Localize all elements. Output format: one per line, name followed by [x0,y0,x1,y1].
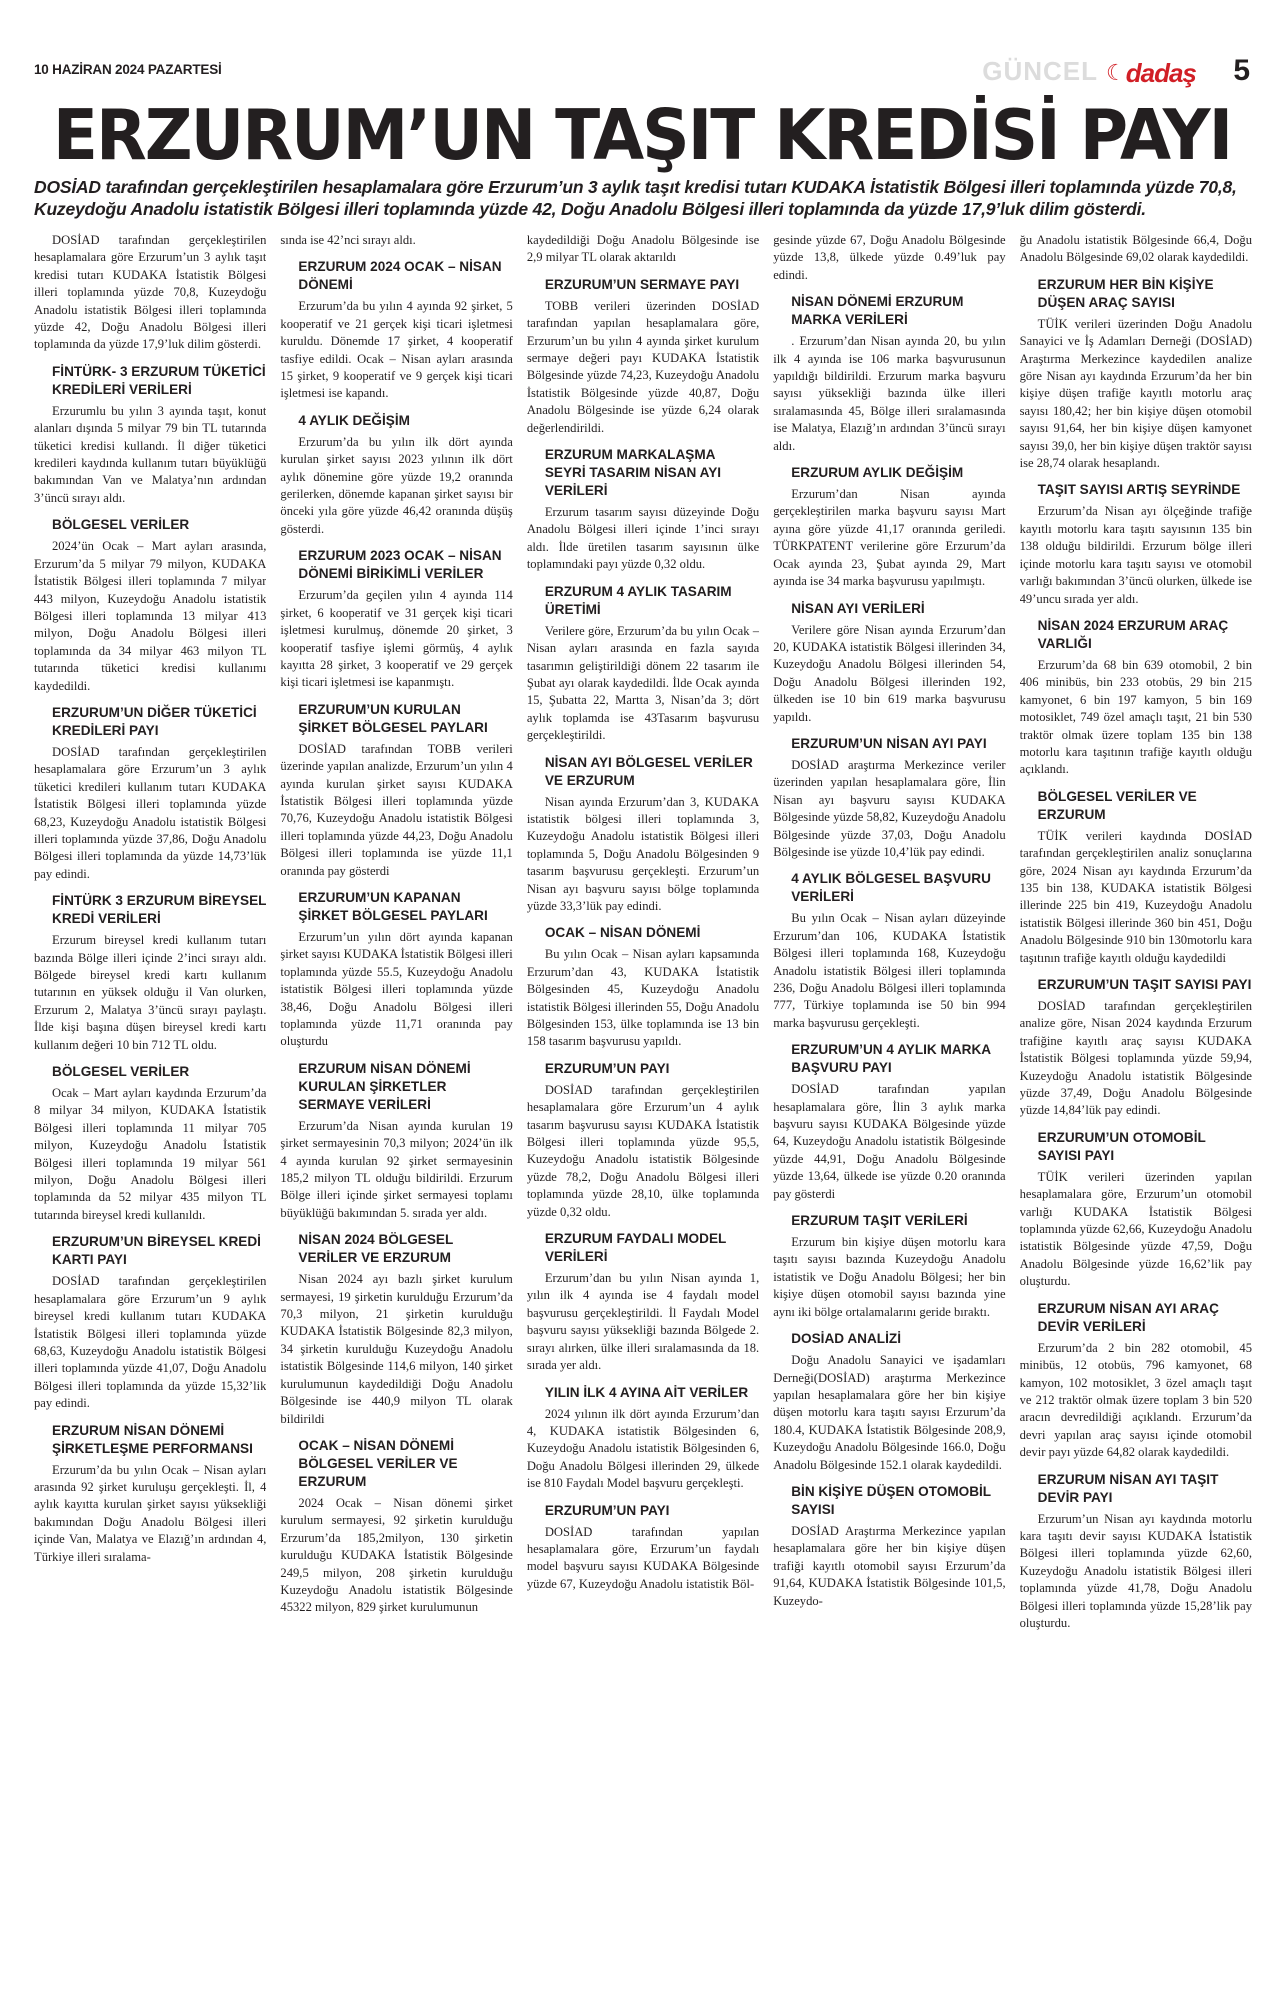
paragraph: 2024 yılının ilk dört ayında Erzurum’dan 4, KUDAKA istatistik Bölgesinden 6, Kuzeydoğu Anadolu istatistik Bölgesinden 6, Doğu Anadolu Bölgesi illerinden 29, ülkede ise 810 Faydalı Model başvuru gerçekleşti. [526,1406,760,1491]
subheading: ERZURUM’UN KURULAN ŞİRKET BÖLGESEL PAYLARI [298,701,488,735]
subheading: ERZURUM’UN NİSAN AYI PAYI [791,735,987,751]
paragraph: DOSİAD tarafından gerçekleştirilen hesaplamalara göre Erzurum’un 3 aylık taşıt kredisi tutarı KUDAKA İstatistik Bölgesi illeri toplamında yüzde 70,8, Kuzeydoğu Anadolu istatistik Bölgesi illeri toplamında yüzde 42, Doğu Anadolu Bölgesi illeri toplamında da yüzde 17,9’luk dilim gösterdi. [34,233,267,352]
subheading: FİNTÜRK- 3 ERZURUM TÜKETİCİ KREDİLERİ VERİLERİ [52,363,266,397]
paragraph: kaydedildiği Doğu Anadolu Bölgesinde ise 2,9 milyar TL olarak aktarıldı [526,233,760,265]
paragraph: Erzurum’dan bu yılın Nisan ayında 1, yılın ilk 4 ayında ise 4 faydalı model başvurusu gerçekleştirildi. İl Faydalı Model başvuru sayısı yüksekliği bazında Bölgede 2. sırayı alırken, ülke illeri sıralamasında da 18. sırada yer aldı. [526,1271,760,1373]
paragraph: Erzurum bin kişiye düşen motorlu kara taşıtı sayısı bazında Kuzeydoğu Anadolu istatistik ve Doğu Anadolu Bölgesi; her bin kişiye düşen otomobil sayısı bazında yine aynı iki bölge ortalamalarını geride bıraktı. [773,1235,1006,1319]
article-column [280,232,512,1972]
paragraph: TÜİK verileri üzerinden yapılan hesaplamalara göre, Erzurum’un otomobil varlığı KUDAKA İstatistik Bölgesi toplamında yüzde 62,66, Kuzeydoğu Anadolu istatistik Bölgesinde yüzde 47,59, Doğu Anadolu Bölgesinde yüzde 16,62’lik pay oluşturdu. [1019,1169,1253,1289]
subheading: BÖLGESEL VERİLER VE ERZURUM [1037,788,1197,822]
masthead [34,56,1250,96]
logo-text: dadaş [1125,57,1196,88]
subheading: ERZURUM’UN PAYI [544,1502,670,1518]
paragraph: Erzurum’dan Nisan ayında gerçekleştirilen marka başvuru sayısı Mart ayına göre yüzde 41,17 oranında geriledi. TÜRKPATENT verilerine göre Erzurum’da Ocak ayında 23, Şubat ayında 29, Mart ayında ise 34 marka başvurusu yapılmıştı. [773,487,1006,589]
subheading: ERZURUM NİSAN DÖNEMİ KURULAN ŞİRKETLER SERMAYE VERİLERİ [298,1060,471,1112]
paragraph: Erzurum’da 2 bin 282 otomobil, 45 minibüs, 12 otobüs, 796 kamyonet, 68 kamyon, 102 motosiklet, 3 özel amaçlı taşıt ve 212 traktör olmak üzere toplam 3 bin 520 aracın devredildiği açıklandı. Erzurum’da devri yapılan araç sayısı içinde otomobil devir payı yüzde 64,82 olarak kaydedildi. [1019,1340,1253,1460]
subheading: OCAK – NİSAN DÖNEMİ BÖLGESEL VERİLER VE ERZURUM [298,1437,458,1489]
subheading: ERZURUM TAŞIT VERİLERİ [791,1213,968,1229]
subheading: ERZURUM FAYDALI MODEL VERİLERİ [544,1231,727,1265]
paragraph: Bu yılın Ocak – Nisan ayları düzeyinde Erzurum’dan 106, KUDAKA İstatistik Bölgesi illeri toplamında 168, Kuzeydoğu Anadolu istatistik Bölgesi illeri toplamında 236, Doğu Anadolu Bölgesi illeri toplamında 777, Türkiye toplamında ise 50 bin 994 marka başvurusu gerçekleşti. [773,911,1006,1030]
paragraph: Erzurum’un yılın dört ayında kapanan şirket sayısı KUDAKA İstatistik Bölgesi illeri toplamında yüzde 55.5, Kuzeydoğu Anadolu istatistik Bölgesi illeri toplamında yüzde 38,46, Doğu Anadolu Bölgesi illeri toplamında yüzde 11,71 oranında pay oluşturdu [280,929,513,1049]
subheading: 4 AYLIK BÖLGESEL BAŞVURU VERİLERİ [791,871,991,905]
paragraph: 2024 Ocak – Nisan dönemi şirket kurulum sermayesi, 92 şirketin kurulduğu Erzurum’da 185,2milyon, 130 şirketin kurulduğu KUDAKA İstatistik Bölgesinde 249,5 milyon, 208 şirketin kurulduğu Kuzeydoğu Anadolu istatistik Bölgesinde 45322 milyon, 829 şirket kurulumunun [280,1495,513,1615]
paragraph: Erzurum’da bu yılın ilk dört ayında kurulan şirket sayısı 2023 yılının ilk dört aylık dönemine göre yüzde 19,2 oranında gerilerken, dönemde kapanan şirket sayısı bir önceki yıla göre yüzde 46,42 oranında düşüş gösterdi. [280,434,513,536]
paragraph: DOSİAD tarafından gerçekleştirilen hesaplamalara göre Erzurum’un 3 aylık tüketici kredileri kullanım tutarı KUDAKA İstatistik Bölgesi illeri toplamında yüzde 68,23, Kuzeydoğu Anadolu istatistik Bölgesi illeri toplamında yüzde 37,86, Doğu Anadolu Bölgesi illeri toplamında da yüzde 14,73’lük pay edindi. [34,744,267,881]
subheading: NİSAN 2024 BÖLGESEL VERİLER VE ERZURUM [298,1232,454,1266]
subheading: NİSAN DÖNEMİ ERZURUM MARKA VERİLERİ [791,294,964,328]
paragraph: DOSİAD tarafından yapılan hesaplamalara göre, Erzurum’un faydalı model başvuru sayısı KUDAKA Bölgesinde yüzde 67, Kuzeydoğu Anadolu istatistik Böl- [526,1524,760,1591]
paragraph: Verilere göre Nisan ayında Erzurum’dan 20, KUDAKA istatistik Bölgesi illerinden 34, Kuzeydoğu Anadolu Bölgesi illerinden 54, Doğu Anadolu Bölgesi illerinden 192, ülkeden ise 10 bin 619 marka başvurusu yapıldı. [773,622,1006,724]
spot-text: DOSİAD tarafından gerçekleştirilen hesaplamalara göre Erzurum’un 3 aylık taşıt kredisi tutarı KUDAKA İstatistik Bölgesi illeri toplamında yüzde 70,8, Kuzeydoğu Anadolu istatistik Bölgesi illeri toplamında yüzde 42, Doğu Anadolu Bölgesi illeri toplamında da yüzde 17,9’luk dilim gösterdi. [34,177,1237,219]
paragraph: Erzurum bireysel kredi kullanım tutarı bazında Bölge illeri içinde 2’inci sırayı aldı. Bölgede bireysel kredi kartı kullanım tutarının en yüksek olduğu il Van olurken, Erzurum 2, Malatya 3’üncü sırayı paylaştı. İlde kişi başına düşen bireysel kredi kartı kullanım değeri 10 bin 712 TL oldu. [34,933,267,1052]
paragraph: DOSİAD tarafından gerçekleştirilen analize göre, Nisan 2024 kaydında Erzurum trafiğine kayıtlı araç sayısı KUDAKA İstatistik Bölgesi toplamında yüzde 59,94, Kuzeydoğu Anadolu istatistik Bölgesinde yüzde 37,49, Doğu Anadolu Bölgesinde yüzde 14,84’lük pay edindi. [1019,999,1253,1118]
subheading: NİSAN 2024 ERZURUM ARAÇ VARLIĞI [1037,617,1229,651]
subheading: BÖLGESEL VERİLER [52,1064,190,1080]
paragraph: Erzurum tasarım sayısı düzeyinde Doğu Anadolu Bölgesi illeri içinde 1’inci sırayı aldı. İlde üretilen tasarım sayısının ülke toplamındaki payı yüzde 0,32 oldu. [526,505,760,572]
paragraph: Bu yılın Ocak – Nisan ayları kapsamında Erzurum’dan 43, KUDAKA İstatistik Bölgesinden 45, Kuzeydoğu Anadolu istatistik Bölgesi illerinden 55, Doğu Anadolu Bölgesinden 153, ülke toplamında ise 13 bin 158 tasarım başvurusu yapıldı. [526,947,760,1049]
subheading: ERZURUM 2023 OCAK – NİSAN DÖNEMİ BİRİKİMLİ VERİLER [298,548,502,582]
paragraph: Erzurum’da bu yılın 4 ayında 92 şirket, 5 kooperatif ve 21 gerçek kişi ticari işletmesi kuruldu. Dönemde 17 şirket, 4 kooperatif tasfiye edildi. Ocak – Nisan ayları arasında 15 şirket, 9 kooperatif ve 9 gerçek kişi ticari işletmesi ise kapandı. [280,299,513,401]
paragraph: sında ise 42’nci sırayı aldı. [280,233,416,247]
subheading: ERZURUM NİSAN AYI ARAÇ DEVİR VERİLERİ [1037,1300,1219,1334]
subheading: NİSAN AYI BÖLGESEL VERİLER VE ERZURUM [544,754,753,788]
subheading: ERZURUM’UN BİREYSEL KREDİ KARTI PAYI [52,1234,261,1268]
article-column [1020,232,1252,1972]
subheading: ERZURUM’UN TAŞIT SAYISI PAYI [1037,977,1252,992]
newspaper-logo [1106,58,1202,88]
subheading: ERZURUM MARKALAŞMA SEYRİ TASARIM NİSAN AYI VERİLERİ [544,447,722,499]
headline: ERZURUM’UN TAŞIT KREDİSİ PAYI [52,95,1232,176]
paragraph: Erzurum’da Nisan ayı ölçeğinde trafiğe kayıtlı motorlu kara taşıtı sayısının 135 bin 138 olduğu bildirildi. Erzurum bölge illeri içinde motorlu kara taşıtı sayısı ve otomobil varlığı bakımından 3’üncü olurken, ülkede ise 49’uncu sırada yer aldı. [1019,504,1253,606]
paragraph: Erzurum’da bu yılın Ocak – Nisan ayları arasında 92 şirket kuruluşu gerçekleşti. İl, 4 aylık kayıtta kurulan şirket sayısı yüksekliği bakımından Doğu Anadolu Bölgesi illeri içinde Van, Malatya ve Elazığ’ın ardından 4, Türkiye illeri sıralama- [34,1462,267,1564]
issue-date: 10 HAZİRAN 2024 PAZARTESİ [34,62,222,77]
paragraph: Erzurum’da Nisan ayında kurulan 19 şirket sermayesinin 70,3 milyon; 2024’ün ilk 4 ayında kurulan 92 şirket sermayesinin 185,2 milyon TL olduğu bildirildi. Erzurum Bölge illeri içinde şirket sermayesi toplamı büyüklüğü bakımından 5. sırada yer aldı. [280,1118,513,1220]
paragraph: DOSİAD tarafından gerçekleştirilen hesaplamalara göre Erzurum’un 4 aylık tasarım başvurusu sayısı KUDAKA İstatistik Bölgesi illeri toplamında yüzde 95,5, Kuzeydoğu Anadolu istatistik Bölgesinde yüzde 78,2, Doğu Anadolu Bölgesi illeri toplamında yüzde 28,10, ülke toplamında yüzde 0,32 oldu. [526,1082,760,1219]
paragraph: Erzurumlu bu yılın 3 ayında taşıt, konut alanları dışında 5 milyar 79 bin TL tutarında tüketici kredisi kullandı. İl diğer tüketici kredileri kaydında kullanım tutarı büyüklüğü bakımından Van ve Malatya’nın ardından 3’üncü sırayı aldı. [34,403,267,505]
subheading: BÖLGESEL VERİLER [52,517,190,533]
subheading: OCAK – NİSAN DÖNEMİ [544,925,701,941]
subheading: BİN KİŞİYE DÜŞEN OTOMOBİL SAYISI [791,1483,991,1517]
paragraph: TOBB verileri üzerinden DOSİAD tarafından yapılan hesaplamalara göre, Erzurum’un bu yılın 4 ayında şirket kurulum sermaye değeri payı KUDAKA İstatistik Bölgesinde yüzde 74,23, Kuzeydoğu Anadolu İstatistik Bölgesinde yüzde 40,87, Doğu Anadolu Bölgesinde ise yüzde 6,24 olarak değerlendirildi. [526,298,760,435]
subheading: ERZURUM NİSAN DÖNEMİ ŞİRKETLEŞME PERFORMANSI [52,1422,253,1456]
page-number: 5 [1233,54,1250,87]
paragraph: Doğu Anadolu Sanayici ve işadamları Derneği(DOSİAD) araştırma Merkezince yapılan hesaplamalara göre her bin kişiye düşen motorlu kara taşıtı sayısı Erzurum’da 180.4, KUDAKA İstatistik Bölgesinde 208,9, Kuzeydoğu Anadolu Bölgesinde 166.0, Doğu Anadolu Bölgesinde 152.1 olarak kaydedildi. [773,1353,1006,1472]
paragraph: Ocak – Mart ayları kaydında Erzurum’da 8 milyar 34 milyon, KUDAKA İstatistik Bölgesi illeri toplamında 11 milyar 705 milyon, Kuzeydoğu Anadolu İstatistik Bölgesi illeri toplamında 19 milyar 561 milyon, Doğu Anadolu Bölgesi illeri toplamında da 52 milyar 435 milyon TL tutarında bireysel kredi kullanıldı. [34,1086,267,1222]
subheading: ERZURUM 2024 OCAK – NİSAN DÖNEMİ [298,259,502,293]
subheading: ERZURUM’UN OTOMOBİL SAYISI PAYI [1037,1129,1206,1163]
paragraph: Nisan 2024 ayı bazlı şirket kurulum sermayesi, 19 şirketin kurulduğu Erzurum’da 70,3 milyon, 21 şirketin kurulduğu KUDAKA İstatistik Bölgesinde 82,3 milyon, 34 şirketin kurulduğu Kuzeydoğu Anadolu istatistik Bölgesinde 114,6 milyon, 140 şirket kurulumunun kaydedildiği Doğu Anadolu Bölgesinde ise 440,9 milyon TL olarak bildirildi [280,1272,513,1426]
subheading: ERZURUM HER BİN KİŞİYE DÜŞEN ARAÇ SAYISI [1037,276,1214,310]
subheading: ERZURUM’UN KAPANAN ŞİRKET BÖLGESEL PAYLARI [298,889,488,923]
paragraph: ğu Anadolu istatistik Bölgesinde 66,4, Doğu Anadolu Bölgesinde 69,02 olarak kaydedildi. [1019,233,1253,265]
paragraph: DOSİAD Araştırma Merkezince yapılan hesaplamalara göre her bin kişiye düşen trafiği kayıtlı otomobil sayısı Erzurum’da 91,64, KUDAKA İstatistik Bölgesinde 101,5, Kuzeydo- [773,1523,1006,1608]
paragraph: 2024’ün Ocak – Mart ayları arasında, Erzurum’da 5 milyar 79 milyon, KUDAKA İstatistik Bölgesi illeri toplamında 7 milyar 443 milyon, Kuzeydoğu Anadolu istatistik Bölgesi illeri toplamında 13 milyar 413 milyon, Doğu Anadolu Bölgesi illeri toplamında da 34 milyar 463 milyon TL tutarında tüketici kredisi kullanımı kaydedildi. [34,539,267,693]
subheading: ERZURUM NİSAN AYI TAŞIT DEVİR PAYI [1037,1471,1219,1505]
subheading: YILIN İLK 4 AYINA AİT VERİLER [544,1384,749,1400]
paragraph: DOSİAD tarafından yapılan hesaplamalara göre, İlin 3 aylık marka başvuru sayısı KUDAKA Bölgesinde yüzde 64, Kuzeydoğu Anadolu istatistik Bölgesinde yüzde 44,91, Doğu Anadolu Bölgesinde yüzde 13,64, ülkede ise yüzde 0.20 oranında pay gösterdi [773,1082,1006,1201]
paragraph: DOSİAD tarafından gerçekleştirilen hesaplamalara göre Erzurum’un 9 aylık bireysel kredi kullanım tutarı KUDAKA İstatistik Bölgesi illeri toplamında yüzde 68,63, Kuzeydoğu Anadolu istatistik Bölgesi illeri toplamında yüzde 41,07, Doğu Anadolu Bölgesi illeri toplamında da yüzde 15,32’lik pay edindi. [34,1274,267,1411]
paragraph: gesinde yüzde 67, Doğu Anadolu Bölgesinde yüzde 13,8, ülkede yüzde 0.49’luk pay edindi. [773,233,1006,282]
article-column [34,232,266,1972]
section-label: GÜNCEL [982,56,1098,86]
subheading: ERZURUM’UN PAYI [544,1060,670,1076]
subheading: 4 AYLIK DEĞİŞİM [298,412,410,428]
paragraph: Erzurum’da geçilen yılın 4 ayında 114 şirket, 6 kooperatif ve 31 gerçek kişi ticari işletmesi kurulmuş, dönemde 20 şirket, 3 kooperatif tasfiye işlemi görmüş, 4 aylık kayıtta 28 şirket, 3 kooperatif ve 29 gerçek kişi ticari işletmesi ise kapanmıştı. [280,588,513,690]
paragraph: Erzurum’un Nisan ayı kaydında motorlu kara taşıtı devir sayısı KUDAKA İstatistik Bölgesi illeri toplamında yüzde 62,60, Kuzeydoğu Anadolu istatistik Bölgesi illeri toplamında yüzde 41,78, Doğu Anadolu Bölgesi illeri toplamında yüzde 15,28’lik pay oluşturdu. [1019,1511,1253,1630]
article-columns [34,232,1252,1972]
paragraph: Erzurum’da 68 bin 639 otomobil, 2 bin 406 minibüs, bin 233 otobüs, 29 bin 215 kamyonet, 6 bin 197 kamyon, 5 bin 169 motosiklet, 749 özel amaçlı taşıt, 21 bin 530 traktör olmak üzere toplam 135 bin 138 motorlu kara taşıtının trafiğe kayıtlı olduğu açıklandı. [1019,657,1253,777]
paragraph: TÜİK verileri kaydında DOSİAD tarafından gerçekleştirilen analiz sonuçlarına göre, 2024 Nisan ayı kaydında Erzurum’da 135 bin 138, KUDAKA istatistik Bölgesi illerinde 225 bin 419, Kuzeydoğu Anadolu istatistik Bölgesi illerinde 360 bin 451, Doğu Anadolu Bölgesinde 910 bin 130motorlu kara taşıtının trafiğe kayıtlı olduğu kaydedildi [1019,828,1253,965]
subheading: DOSİAD ANALİZİ [791,1331,901,1347]
subheading: ERZURUM’UN 4 AYLIK MARKA BAŞVURU PAYI [791,1042,991,1076]
paragraph: DOSİAD tarafından TOBB verileri üzerinde yapılan analizde, Erzurum’un yılın 4 ayında kurulan şirket sayısı KUDAKA İstatistik Bölgesi illeri toplamında yüzde 70,76, Kuzeydoğu Anadolu istatistik Bölgesi illeri toplamında yüzde 44,23, Doğu Anadolu Bölgesi illeri toplamında ise yüzde 11,1 oranında pay gösterdi [280,741,513,878]
subheading: FİNTÜRK 3 ERZURUM BİREYSEL KREDİ VERİLERİ [52,893,267,927]
paragraph: Nisan ayında Erzurum’dan 3, KUDAKA istatistik bölgesi illeri toplamında 3, Kuzeydoğu Anadolu istatistik Bölgesi illeri toplamında 5, Doğu Anadolu Bölgesinden 9 tasarım başvurusu gerçekleşti. Erzurum’un Nisan ayı başvuru sayısı bölge toplamında yüzde 33,3’lük pay edindi. [526,794,760,913]
paragraph: Verilere göre, Erzurum’da bu yılın Ocak – Nisan ayları arasında en fazla sayıda tasarımın geliştirildiği dönem 22 tasarım ile Şubat ayı olarak kaydedildi. İlde Ocak ayında 15, Şubatta 22, Martta 3, Nisan’da 3; dört aylık toplamda ise 43Tasarım başvurusu gerçekleştirildi. [526,623,760,743]
subheading: ERZURUM 4 AYLIK TASARIM ÜRETİMİ [544,583,732,617]
subheading: ERZURUM’UN DİĞER TÜKETİCİ KREDİLERİ PAYI [52,704,257,738]
subheading: ERZURUM’UN SERMAYE PAYI [544,276,740,292]
subheading: NİSAN AYI VERİLERİ [791,600,925,616]
paragraph: DOSİAD araştırma Merkezince veriler üzerinden yapılan hesaplamalara göre, İlin Nisan ayı başvuru sayısı KUDAKA Bölgesinde yüzde 58,82, Kuzeydoğu Anadolu Bölgesinde yüzde 37,03, Doğu Anadolu Bölgesinde ise yüzde 10,4’lük pay edindi. [773,757,1006,859]
paragraph: . Erzurum’dan Nisan ayında 20, bu yılın ilk 4 ayında ise 106 marka başvurusunun yapıldığı bildirildi. Erzurum marka başvuru sayısı yüksekliği bazında ülke illeri sıralamasında 45, Bölge illeri sıralamasında ise Malatya, Elazığ’ın ardından 3’üncü sırayı aldı. [773,334,1006,453]
subheading: TAŞIT SAYISI ARTIŞ SEYRİNDE [1037,482,1241,498]
article-column [527,232,759,1972]
article-column [773,232,1005,1972]
subheading: ERZURUM AYLIK DEĞİŞİM [791,465,964,481]
paragraph: TÜİK verileri üzerinden Doğu Anadolu Sanayici ve İş Adamları Derneği (DOSİAD) Araştırma Merkezince kaydedilen analize göre Nisan ayı kaydında Erzurum’da her bin kişiye düşen trafiğe kayıtlı motorlu araç sayısı 180,42; her bin kişiye düşen otomobil sayısı 91,64, her bin kişiye düşen kamyonet sayısı 39,0, her bin kişiye düşen traktör sayısı ise 28,74 olarak hesaplandı. [1019,316,1253,471]
crescent-star-icon: ☾ [1106,60,1126,85]
